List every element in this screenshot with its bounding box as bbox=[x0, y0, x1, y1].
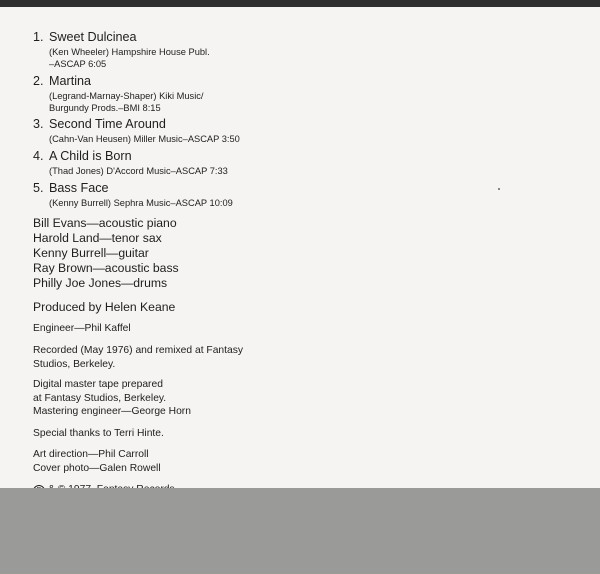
thanks-note: Special thanks to Terri Hinte. bbox=[33, 428, 164, 439]
track-item bbox=[33, 74, 293, 114]
engineer-credit: Engineer—Phil Kaffel bbox=[33, 323, 131, 334]
personnel-item: Harold Land—tenor sax bbox=[33, 231, 162, 245]
track-title: Martina bbox=[49, 74, 91, 88]
scan-bottom-band bbox=[0, 488, 600, 574]
track-number: 5. bbox=[33, 181, 44, 195]
track-title: Sweet Dulcinea bbox=[49, 30, 137, 44]
track-number: 2. bbox=[33, 74, 44, 88]
personnel-item: Ray Brown—acoustic bass bbox=[33, 261, 179, 275]
track-number: 3. bbox=[33, 117, 44, 131]
personnel-item: Philly Joe Jones—drums bbox=[33, 276, 168, 290]
personnel-item: Kenny Burrell—guitar bbox=[33, 246, 149, 260]
track-credit: (Thad Jones) D'Accord Music–ASCAP 7:33 bbox=[49, 166, 228, 176]
track-credit: (Cahn-Van Heusen) Miller Music–ASCAP 3:50 bbox=[49, 134, 240, 144]
track-list bbox=[33, 30, 293, 209]
producer-credit: Produced by Helen Keane bbox=[33, 300, 176, 314]
track-number: 4. bbox=[33, 149, 44, 163]
personnel-list bbox=[33, 216, 179, 291]
track-credit: (Legrand-Marnay-Shaper) Kiki Music/ Burgundy Prods.–BMI 8:15 bbox=[49, 91, 204, 113]
track-item bbox=[33, 181, 293, 209]
recording-note: Recorded (May 1976) and remixed at Fantasy Studios, Berkeley. bbox=[33, 345, 244, 370]
track-title: A Child is Born bbox=[49, 149, 132, 163]
track-item bbox=[33, 30, 293, 70]
track-title: Second Time Around bbox=[49, 117, 166, 131]
personnel-item: Bill Evans—acoustic piano bbox=[33, 216, 177, 230]
mastering-note: Digital master tape prepared at Fantasy Studios, Berkeley. Mastering engineer—George Horn bbox=[33, 379, 191, 417]
track-item bbox=[33, 149, 293, 177]
track-credit: (Ken Wheeler) Hampshire House Publ. –ASCAP 6:05 bbox=[49, 47, 210, 69]
track-item bbox=[33, 117, 293, 145]
track-title: Bass Face bbox=[49, 181, 109, 195]
art-direction-credit: Art direction—Phil Carroll Cover photo—Galen Rowell bbox=[33, 449, 161, 474]
track-number: 1. bbox=[33, 30, 44, 44]
top-edge bbox=[0, 0, 600, 7]
track-credit: (Kenny Burrell) Sephra Music–ASCAP 10:09 bbox=[49, 198, 233, 208]
dust-speck bbox=[498, 188, 500, 190]
